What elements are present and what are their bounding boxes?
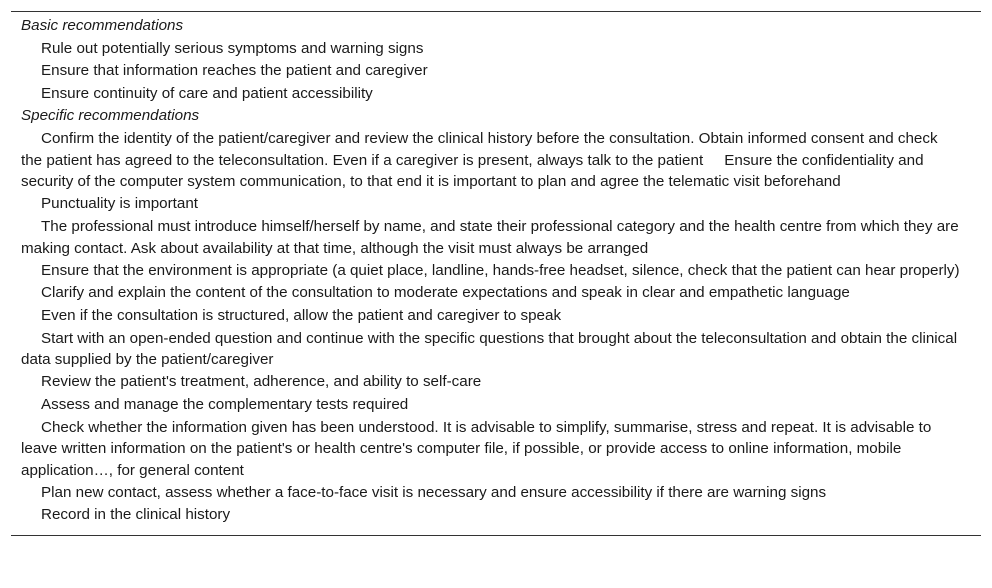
specific-item: Punctuality is important (41, 195, 199, 212)
basic-recommendations-heading: Basic recommendations (21, 17, 184, 34)
specific-item: Assess and manage the complementary tests required (41, 395, 409, 413)
specific-item: Even if the consultation is structured, allow the patient and caregiver to speak (41, 306, 562, 324)
specific-item: Plan new contact, assess whether a face-to-face visit is necessary and ensure accessibility if there are warning signs (41, 483, 827, 501)
specific-item: The professional must introduce himself/herself by name, and state their professional category and the health centre from which they are making contact. Ask about availability at that time, although the visit must always be arranged (21, 218, 959, 257)
recommendations-table (11, 11, 981, 536)
specific-item: Confirm the identity of the patient/caregiver and review the clinical history before the consultation. Obtain informed consent and check the patient has agreed to the teleconsultation. Even if a caregiver is present, always talk to the patient Ensure the confidentiality and security of the computer system communication, to that end it is important to plan and agree the telematic visit beforehand (21, 130, 942, 190)
specific-item: Record in the clinical history (41, 506, 231, 523)
specific-item: Clarify and explain the content of the consultation to moderate expectations and speak in clear and empathetic language (41, 284, 850, 301)
specific-item: Start with an open-ended question and continue with the specific questions that brought about the teleconsultation and obtain the clinical data supplied by the patient/caregiver (21, 329, 958, 368)
specific-item: Check whether the information given has been understood. It is advisable to simplify, summarise, stress and repeat. It is advisable to leave written information on the patient's or health centre's computer file, if possible, or provide access to online information, mobile application…, for general content (21, 418, 932, 479)
specific-item: Ensure that the environment is appropriate (a quiet place, landline, hands-free headset, silence, check that the patient can hear properly) (41, 262, 960, 279)
specific-item: Review the patient's treatment, adherence, and ability to self-care (41, 373, 482, 390)
basic-item: Rule out potentially serious symptoms and warning signs (41, 39, 424, 57)
basic-item: Ensure that information reaches the patient and caregiver (41, 62, 428, 79)
specific-recommendations-heading: Specific recommendations (21, 107, 200, 124)
basic-item: Ensure continuity of care and patient accessibility (41, 84, 373, 102)
